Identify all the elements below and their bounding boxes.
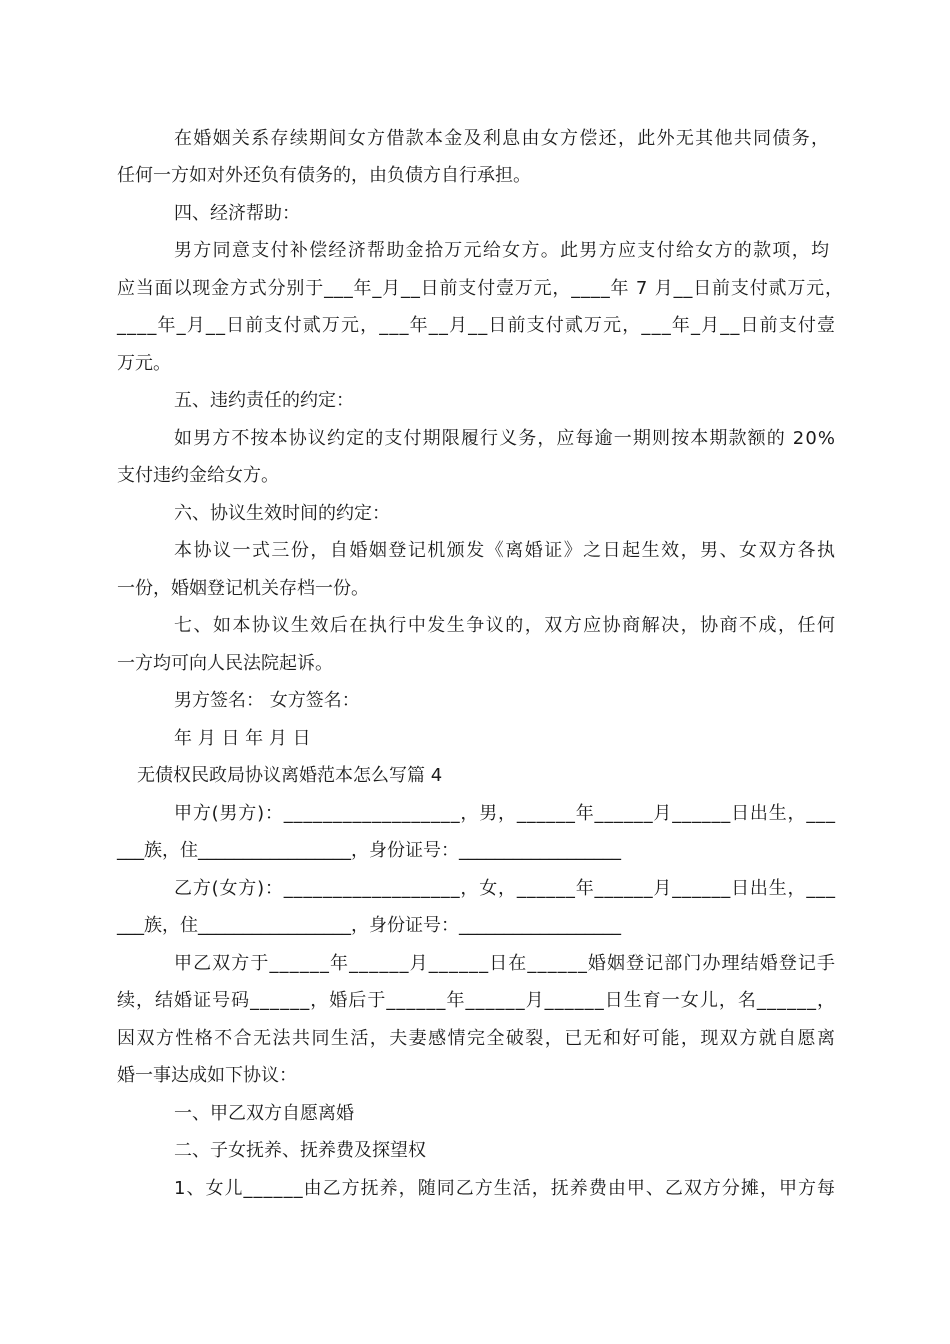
- date-line: 年 月 日 年 月 日: [174, 728, 311, 749]
- document-title: 无债权民政局协议离婚范本怎么写篇 4: [137, 765, 443, 786]
- paragraph-line: 婚一事达成如下协议：: [117, 1065, 297, 1086]
- paragraph-line: 一份，婚姻登记机关存档一份。: [117, 578, 369, 599]
- party-a-line: 甲方(男方)：__________________，男，______年______月______日出生，___: [174, 803, 836, 824]
- paragraph-line: 任何一方如对外还负有债务的，由负债方自行承担。: [117, 165, 531, 186]
- paragraph-line: 万元。: [117, 353, 171, 374]
- paragraph-line: 男方同意支付补偿经济帮助金拾万元给女方。此男方应支付给女方的款项，均: [174, 240, 831, 261]
- section-heading: 四、经济帮助：: [174, 203, 300, 224]
- section-heading: 五、违约责任的约定：: [174, 390, 354, 411]
- party-b-line: 乙方(女方)：__________________，女，______年______月______日出生，___: [174, 878, 836, 899]
- signature-line: 男方签名： 女方签名：: [174, 690, 360, 711]
- paragraph-line: ____年_月__日前支付贰万元，___年__月__日前支付贰万元，___年_月__日前支付壹: [117, 315, 837, 336]
- paragraph-line: 一方均可向人民法院起诉。: [117, 653, 333, 674]
- section-heading: 二、子女抚养、抚养费及探望权: [174, 1140, 426, 1161]
- section-heading: 一、甲乙双方自愿离婚: [174, 1103, 354, 1124]
- party-a-line: ___族，住_________________，身份证号：__________________: [117, 840, 621, 861]
- paragraph-line: 在婚姻关系存续期间女方借款本金及利息由女方偿还，此外无其他共同债务，: [174, 128, 831, 149]
- section-heading: 六、协议生效时间的约定：: [174, 503, 390, 524]
- party-b-line: ___族，住_________________，身份证号：__________________: [117, 915, 621, 936]
- paragraph-line: 七、如本协议生效后在执行中发生争议的，双方应协商解决，协商不成，任何: [174, 615, 837, 636]
- paragraph-line: 甲乙双方于______年______月______日在______婚姻登记部门办理结婚登记手: [174, 953, 837, 974]
- paragraph-line: 支付违约金给女方。: [117, 465, 279, 486]
- paragraph-line: 如男方不按本协议约定的支付期限履行义务，应每逾一期则按本期款额的 20%: [174, 428, 837, 449]
- paragraph-line: 因双方性格不合无法共同生活，夫妻感情完全破裂，已无和好可能，现双方就自愿离: [117, 1028, 837, 1049]
- paragraph-line: 续，结婚证号码______，婚后于______年______月______日生育一女儿，名______，: [117, 990, 837, 1011]
- paragraph-line: 应当面以现金方式分别于___年_月__日前支付壹万元，____年 7 月__日前支付贰万元，: [117, 278, 844, 299]
- paragraph-line: 本协议一式三份，自婚姻登记机颁发《离婚证》之日起生效，男、女双方各执: [174, 540, 837, 561]
- paragraph-line: 1、女儿______由乙方抚养，随同乙方生活，抚养费由甲、乙双方分摊，甲方每: [174, 1178, 837, 1199]
